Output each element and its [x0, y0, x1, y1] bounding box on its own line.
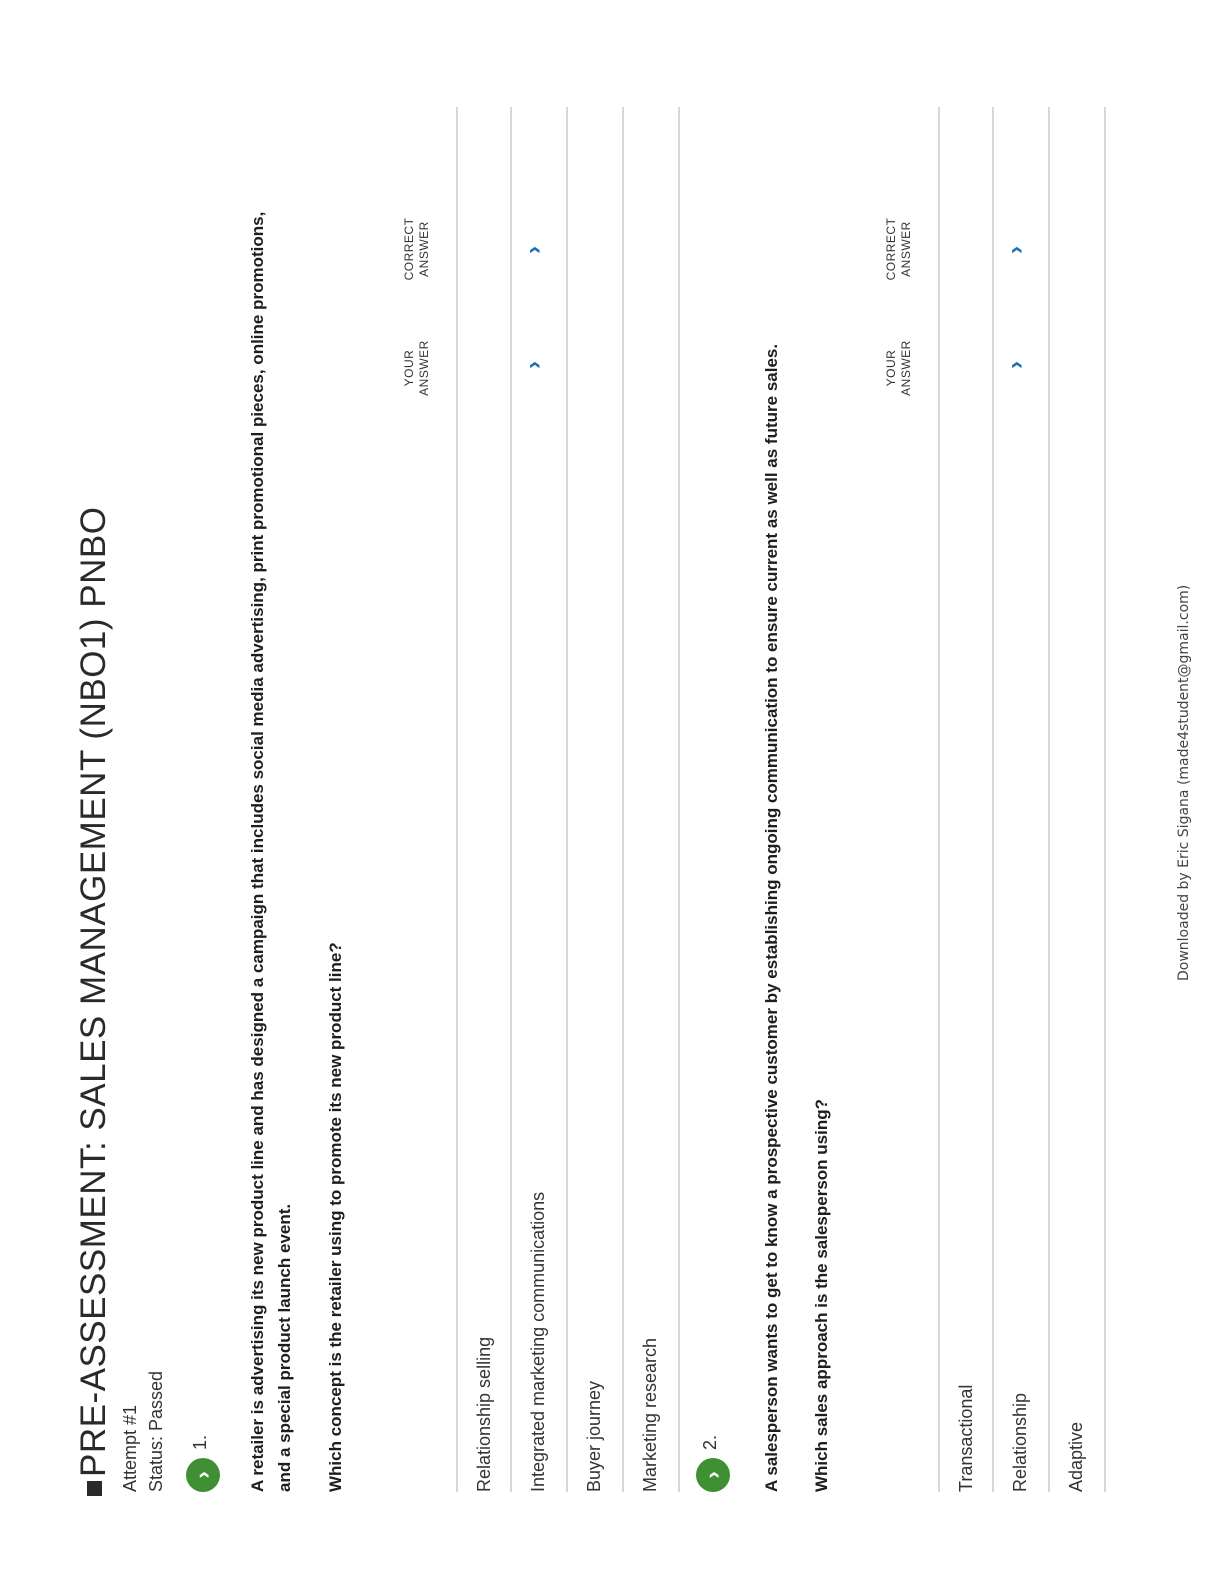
answer-option-row — [994, 107, 1050, 1492]
answer-option-row — [456, 107, 512, 1492]
your-answer-header: YOUR ANSWER — [884, 340, 913, 396]
option-label: Marketing research — [640, 1337, 660, 1492]
page-title-text: PRE-ASSESSMENT: SALES MANAGEMENT (NBO1) PNBO — [74, 506, 113, 1477]
correct-check-icon: › — [186, 1458, 220, 1492]
answer-option-row — [1050, 107, 1106, 1492]
answer-option-row — [568, 107, 624, 1492]
option-label: Relationship — [1010, 1392, 1030, 1492]
option-label: Adaptive — [1066, 1421, 1086, 1492]
answer-option-row — [624, 107, 680, 1492]
correct-check-icon: › — [696, 1458, 730, 1492]
option-label: Transactional — [956, 1384, 976, 1492]
question-prompt: Which concept is the retailer using to promote its new product line? — [326, 942, 345, 1492]
your-answer-check-icon: › — [520, 361, 547, 369]
status-label: Status: Passed — [146, 1370, 166, 1492]
question-stem: A retailer is advertising its new product line and has designed a campaign that includes social media advertising, print promotional pieces, online promotions, and a special product launch event. — [248, 211, 294, 1492]
download-footer: Downloaded by Eric Sigana (made4student@gmail.com) — [1176, 584, 1192, 981]
answer-option-row — [938, 107, 994, 1492]
option-label: Relationship selling — [474, 1336, 494, 1492]
question-number: 2. — [700, 1434, 720, 1450]
answer-option-row — [512, 107, 568, 1492]
correct-answer-check-icon: › — [520, 246, 547, 254]
question-prompt: Which sales approach is the salesperson using? — [812, 1098, 831, 1492]
question-stem: A salesperson wants to get to know a prospective customer by establishing ongoing communication to ensure current as well as future sales. — [762, 343, 781, 1492]
correct-answer-check-icon: › — [1002, 246, 1029, 254]
page-title — [74, 507, 114, 1496]
your-answer-header: YOUR ANSWER — [402, 340, 431, 396]
correct-answer-header: CORRECT ANSWER — [402, 217, 431, 281]
attempt-label: Attempt #1 — [120, 1404, 140, 1492]
correct-answer-header: CORRECT ANSWER — [884, 217, 913, 281]
option-label: Integrated marketing communications — [528, 1191, 548, 1492]
title-square-icon — [87, 1481, 102, 1496]
your-answer-check-icon: › — [1002, 361, 1029, 369]
option-label: Buyer journey — [584, 1380, 604, 1492]
question-number: 1. — [190, 1434, 210, 1450]
